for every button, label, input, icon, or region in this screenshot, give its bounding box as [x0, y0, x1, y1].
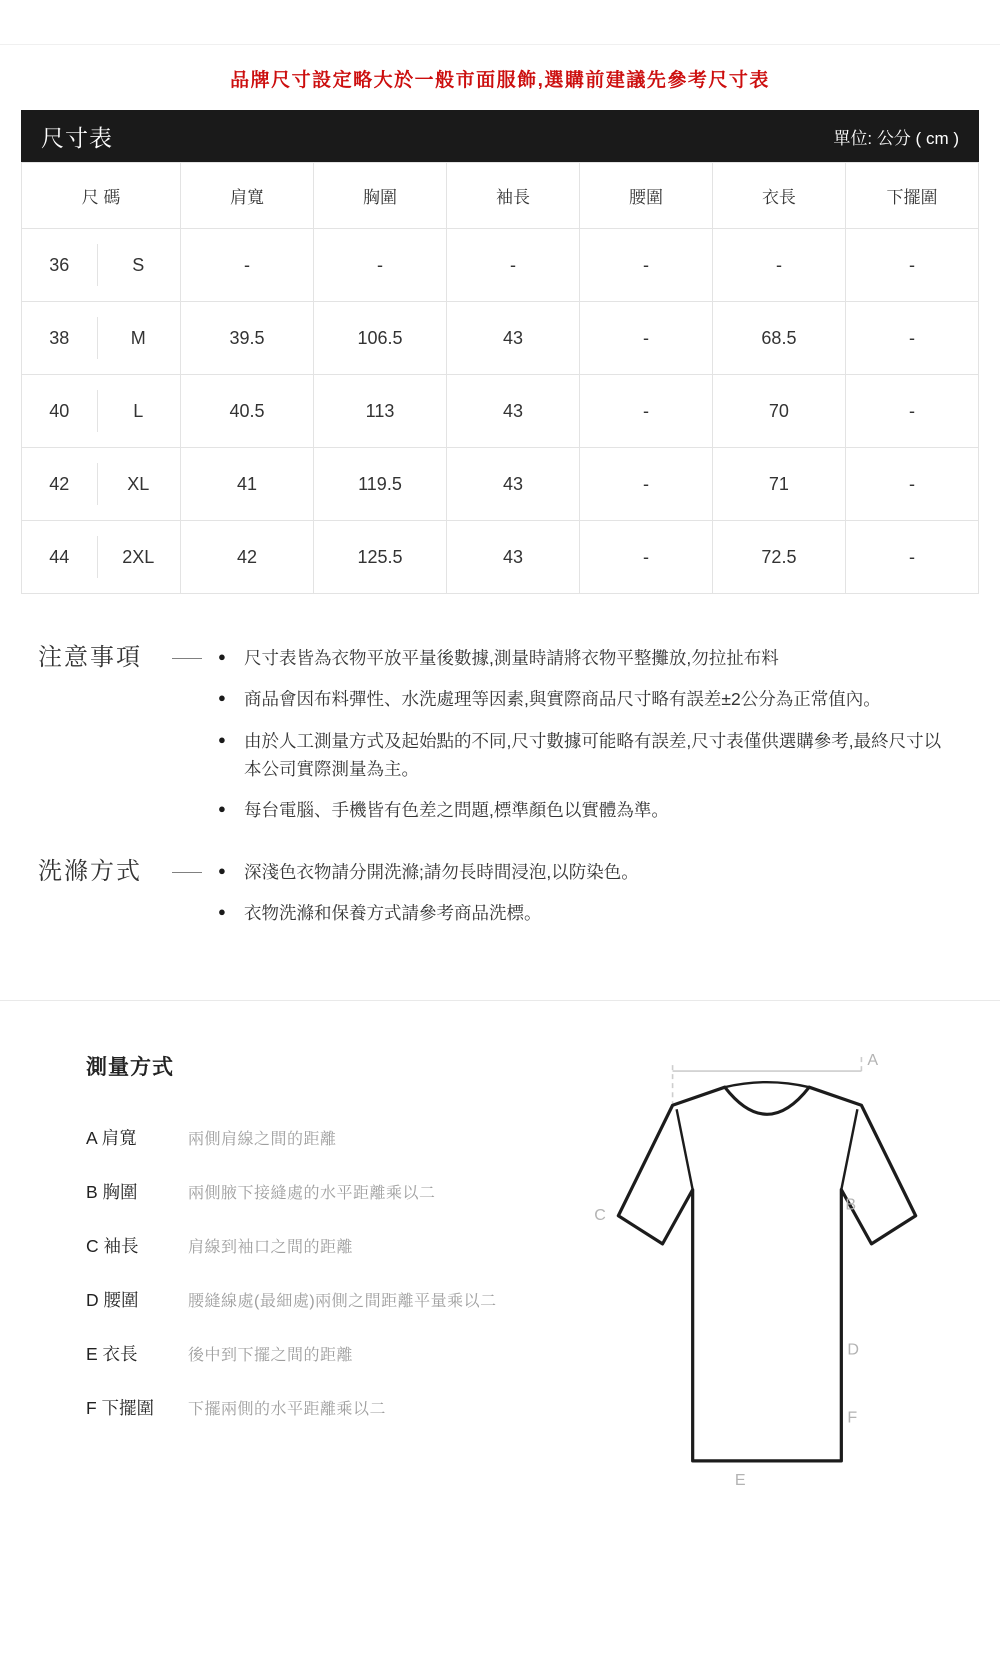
col-header-shoulder: 肩寬 — [181, 163, 314, 229]
cell-chest: 119.5 — [314, 448, 447, 521]
size-number: 42 — [22, 448, 97, 521]
tshirt-diagram — [572, 1045, 972, 1499]
tshirt-diagram-icon — [572, 1047, 962, 1499]
washing-title: 洗滌方式 — [38, 857, 142, 885]
cell-length: 68.5 — [712, 302, 845, 375]
measure-item-length — [86, 1341, 572, 1366]
size-number: 44 — [22, 521, 97, 594]
cell-sleeve: - — [446, 229, 579, 302]
cell-hem: - — [845, 229, 978, 302]
table-row — [22, 521, 979, 594]
cell-hem: - — [845, 375, 978, 448]
size-letter: M — [97, 302, 181, 375]
measure-label: A 肩寬 — [86, 1128, 137, 1149]
measurement-definitions — [62, 1045, 572, 1499]
col-header-waist: 腰圍 — [579, 163, 712, 229]
measure-item-chest — [86, 1179, 572, 1204]
cell-shoulder: - — [181, 229, 314, 302]
size-table — [21, 162, 979, 594]
measure-label: E 衣長 — [86, 1344, 138, 1365]
measure-label: B 胸圍 — [86, 1182, 138, 1203]
measurement-section — [0, 1001, 1000, 1499]
cell-hem: - — [845, 521, 978, 594]
top-divider — [0, 44, 1000, 45]
cell-hem: - — [845, 448, 978, 521]
measure-label: D 腰圍 — [86, 1290, 139, 1311]
size-guide-page — [0, 44, 1000, 1672]
size-chart-unit: 單位: 公分 ( cm ) — [833, 128, 959, 148]
size-number: 38 — [22, 302, 97, 375]
cell-waist: - — [579, 229, 712, 302]
notes-title: 注意事項 — [38, 644, 142, 671]
measurement-title: 測量方式 — [86, 1056, 174, 1080]
diagram-label-a: A — [867, 1051, 879, 1070]
title-dash — [172, 872, 202, 873]
measure-desc: 腰縫線處(最細處)兩側之間距離平量乘以二 — [188, 1293, 497, 1311]
cell-length: 71 — [712, 448, 845, 521]
measure-item-hem — [86, 1395, 572, 1420]
table-row — [22, 375, 979, 448]
cell-hem: - — [845, 302, 978, 375]
size-letter: L — [97, 375, 181, 448]
col-header-chest: 胸圍 — [314, 163, 447, 229]
measure-desc: 後中到下擺之間的距離 — [188, 1347, 354, 1365]
size-chart-title: 尺寸表 — [41, 124, 113, 151]
cell-chest: - — [314, 229, 447, 302]
cell-length: 70 — [712, 375, 845, 448]
washing-item: ● 衣物洗滌和保養方式請參考商品洗標。 — [218, 899, 958, 927]
diagram-label-e: E — [734, 1471, 746, 1490]
size-letter: S — [97, 229, 181, 302]
cell-length: - — [712, 229, 845, 302]
col-header-length: 衣長 — [712, 163, 845, 229]
size-number: 40 — [22, 375, 97, 448]
cell-shoulder: 41 — [181, 448, 314, 521]
cell-shoulder: 39.5 — [181, 302, 314, 375]
measure-item-shoulder — [86, 1125, 572, 1150]
note-item: ● 每台電腦、手機皆有色差之問題,標準顏色以實體為準。 — [218, 796, 958, 824]
cell-chest: 125.5 — [314, 521, 447, 594]
measure-label: C 袖長 — [86, 1236, 139, 1257]
col-header-size: 尺 碼 — [22, 163, 181, 229]
measure-desc: 肩線到袖口之間的距離 — [188, 1239, 354, 1257]
table-row — [22, 302, 979, 375]
size-number: 36 — [22, 229, 97, 302]
note-item: ● 商品會因布料彈性、水洗處理等因素,與實際商品尺寸略有誤差±2公分為正常值內。 — [218, 685, 958, 713]
size-letter: XL — [97, 448, 181, 521]
table-row — [22, 229, 979, 302]
diagram-label-b: B — [845, 1196, 857, 1215]
cell-waist: - — [579, 302, 712, 375]
size-chart-header-bar — [21, 110, 979, 162]
diagram-label-d: D — [847, 1340, 859, 1359]
cell-chest: 113 — [314, 375, 447, 448]
measure-desc: 下擺兩側的水平距離乘以二 — [188, 1401, 387, 1419]
cell-waist: - — [579, 521, 712, 594]
measure-label: F 下擺圍 — [86, 1398, 155, 1419]
cell-length: 72.5 — [712, 521, 845, 594]
washing-section — [0, 856, 1000, 941]
measure-item-sleeve — [86, 1233, 572, 1258]
cell-shoulder: 40.5 — [181, 375, 314, 448]
col-header-hem: 下擺圍 — [845, 163, 978, 229]
note-item: ● 由於人工測量方式及起始點的不同,尺寸數據可能略有誤差,尺寸表僅供選購參考,最終尺寸以本公司實際測量為主。 — [218, 727, 958, 784]
note-item: ● 尺寸表皆為衣物平放平量後數據,測量時請將衣物平整攤放,勿拉扯布料 — [218, 644, 958, 672]
cell-sleeve: 43 — [446, 375, 579, 448]
cell-waist: - — [579, 375, 712, 448]
cell-shoulder: 42 — [181, 521, 314, 594]
table-row — [22, 448, 979, 521]
measure-desc: 兩側肩線之間的距離 — [188, 1131, 337, 1149]
cell-sleeve: 43 — [446, 521, 579, 594]
col-header-sleeve: 袖長 — [446, 163, 579, 229]
cell-waist: - — [579, 448, 712, 521]
cell-chest: 106.5 — [314, 302, 447, 375]
size-letter: 2XL — [97, 521, 181, 594]
size-table-header-row — [22, 163, 979, 229]
notes-section — [0, 642, 1000, 838]
cell-sleeve: 43 — [446, 302, 579, 375]
washing-item: ● 深淺色衣物請分開洗滌;請勿長時間浸泡,以防染色。 — [218, 858, 958, 886]
diagram-label-f: F — [847, 1409, 858, 1428]
measure-desc: 兩側腋下接縫處的水平距離乘以二 — [188, 1185, 436, 1203]
washing-list — [218, 856, 958, 941]
title-dash — [172, 658, 202, 659]
diagram-label-c: C — [594, 1206, 606, 1225]
cell-sleeve: 43 — [446, 448, 579, 521]
brand-size-notice: 品牌尺寸設定略大於一般市面服飾,選購前建議先參考尺寸表 — [230, 70, 770, 91]
measure-item-waist — [86, 1287, 572, 1312]
notes-list — [218, 642, 958, 838]
